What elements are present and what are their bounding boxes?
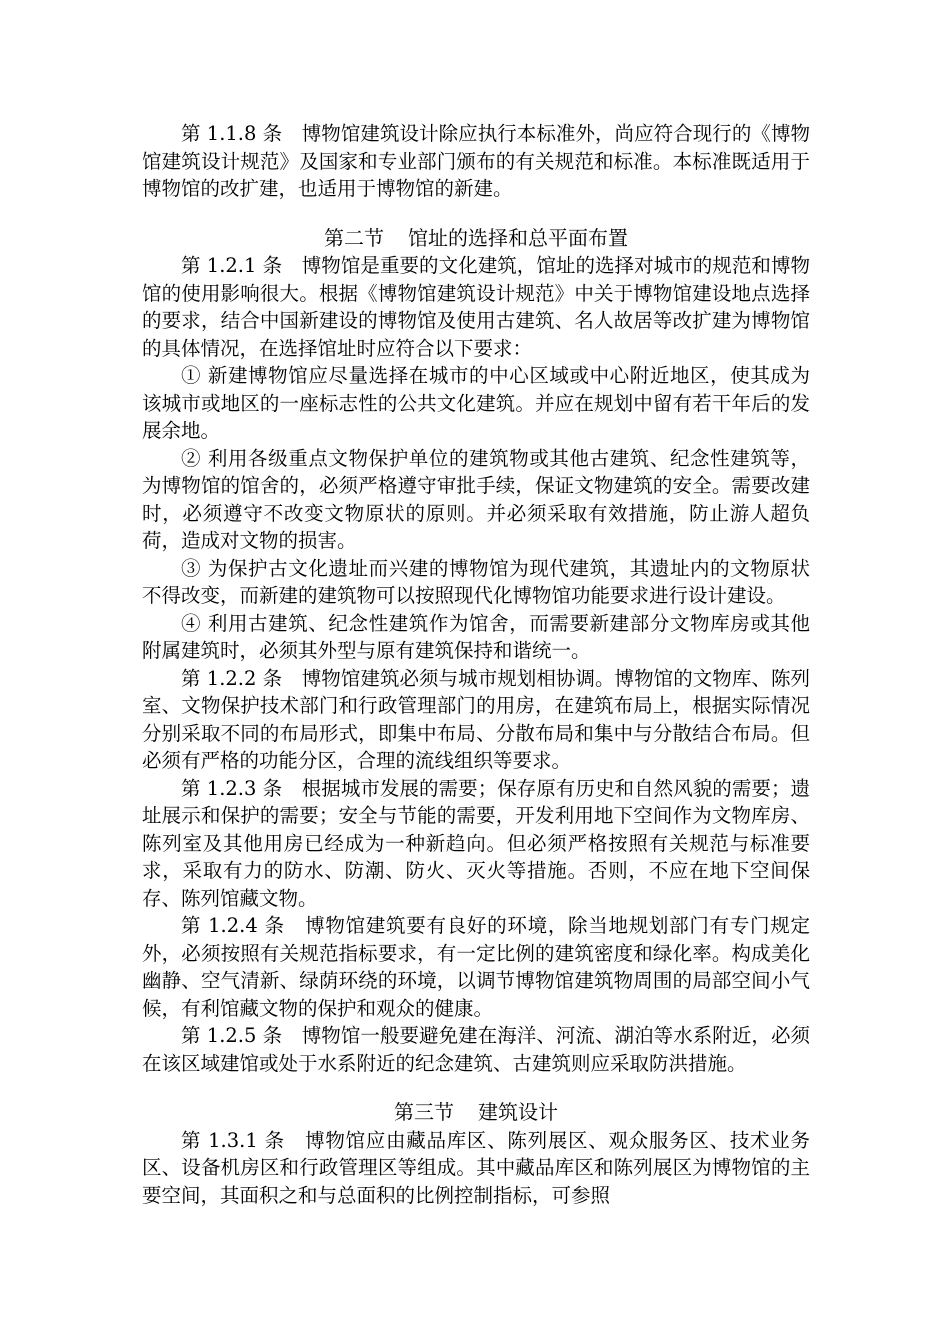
list-item-3: ③ 为保护古文化遗址而兴建的博物馆为现代建筑，其遗址内的文物原状不得改变，而新建的建筑物可以按照现代化博物馆功能要求进行设计建设。 (142, 556, 810, 607)
document-body (142, 120, 810, 1209)
section-3-heading (142, 1099, 810, 1127)
spacer (142, 1077, 810, 1099)
section-3-title: 建筑设计 (478, 1100, 558, 1124)
section-2-heading (142, 225, 810, 253)
section-2-title: 馆址的选择和总平面布置 (408, 225, 628, 250)
article-1-2-2: 第 1.2.2 条 博物馆建筑必须与城市规划相协调。博物馆的文物库、陈列室、文物保护技术部门和行政管理部门的用房，在建筑布局上，根据实际情况分别采取不同的布局形式，即集中布局、分散布局和集中与分散结合布局。但必须有严格的功能分区，合理的流线组织等要求。 (142, 666, 810, 772)
list-item-4: ④ 利用古建筑、纪念性建筑作为馆舍，而需要新建部分文物库房或其他附属建筑时，必须其外型与原有建筑保持和谐统一。 (142, 611, 810, 662)
article-1-2-1: 第 1.2.1 条 博物馆是重要的文化建筑，馆址的选择对城市的规范和博物馆的使用影响很大。根据《博物馆建筑设计规范》中关于博物馆建设地点选择的要求，结合中国新建设的博物馆及使用古建筑、名人故居等改扩建为博物馆的具体情况，在选择馆址时应符合以下要求： (142, 254, 810, 360)
article-1-1-8: 第 1.1.8 条 博物馆建筑设计除应执行本标准外，尚应符合现行的《博物馆建筑设计规范》及国家和专业部门颁布的有关规范和标准。本标准既适用于博物馆的改扩建，也适用于博物馆的新建。 (142, 122, 810, 200)
article-1-2-5: 第 1.2.5 条 博物馆一般要避免建在海洋、河流、湖泊等水系附近，必须在该区域建馆或处于水系附近的纪念建筑、古建筑则应采取防洪措施。 (142, 1024, 810, 1075)
spacer (142, 203, 810, 225)
article-1-2-4: 第 1.2.4 条 博物馆建筑要有良好的环境，除当地规划部门有专门规定外，必须按照有关规范指标要求，有一定比例的建筑密度和绿化率。构成美化幽静、空气清新、绿荫环绕的环境，以调节博物馆建筑物周围的局部空间小气候，有利馆藏文物的保护和观众的健康。 (142, 914, 810, 1020)
list-item-2: ② 利用各级重点文物保护单位的建筑物或其他古建筑、纪念性建筑等，为博物馆的馆舍的，必须严格遵守审批手续，保证文物建筑的安全。需要改建时，必须遵守不改变文物原状的原则。并必须采取有效措施，防止游人超负荷，造成对文物的损害。 (142, 446, 810, 552)
article-1-2-3: 第 1.2.3 条 根据城市发展的需要；保存原有历史和自然风貌的需要；遗址展示和保护的需要；安全与节能的需要，开发利用地下空间作为文物库房、陈列室及其他用房已经成为一种新趋向。但必须严格按照有关规范与标准要求，采取有力的防水、防潮、防火、灭火等措施。否则，不应在地下空间保存、陈列馆藏文物。 (142, 776, 810, 910)
list-item-1: ① 新建博物馆应尽量选择在城市的中心区域或中心附近地区，使其成为该城市或地区的一座标志性的公共文化建筑。并应在规划中留有若干年后的发展余地。 (142, 364, 810, 442)
section-2-number: 第二节 (324, 225, 384, 250)
article-1-3-1: 第 1.3.1 条 博物馆应由藏品库区、陈列展区、观众服务区、技术业务区、设备机房区和行政管理区等组成。其中藏品库区和陈列展区为博物馆的主要空间，其面积之和与总面积的比例控制指标，可参照 (142, 1128, 810, 1207)
section-3-number: 第三节 (394, 1100, 454, 1124)
